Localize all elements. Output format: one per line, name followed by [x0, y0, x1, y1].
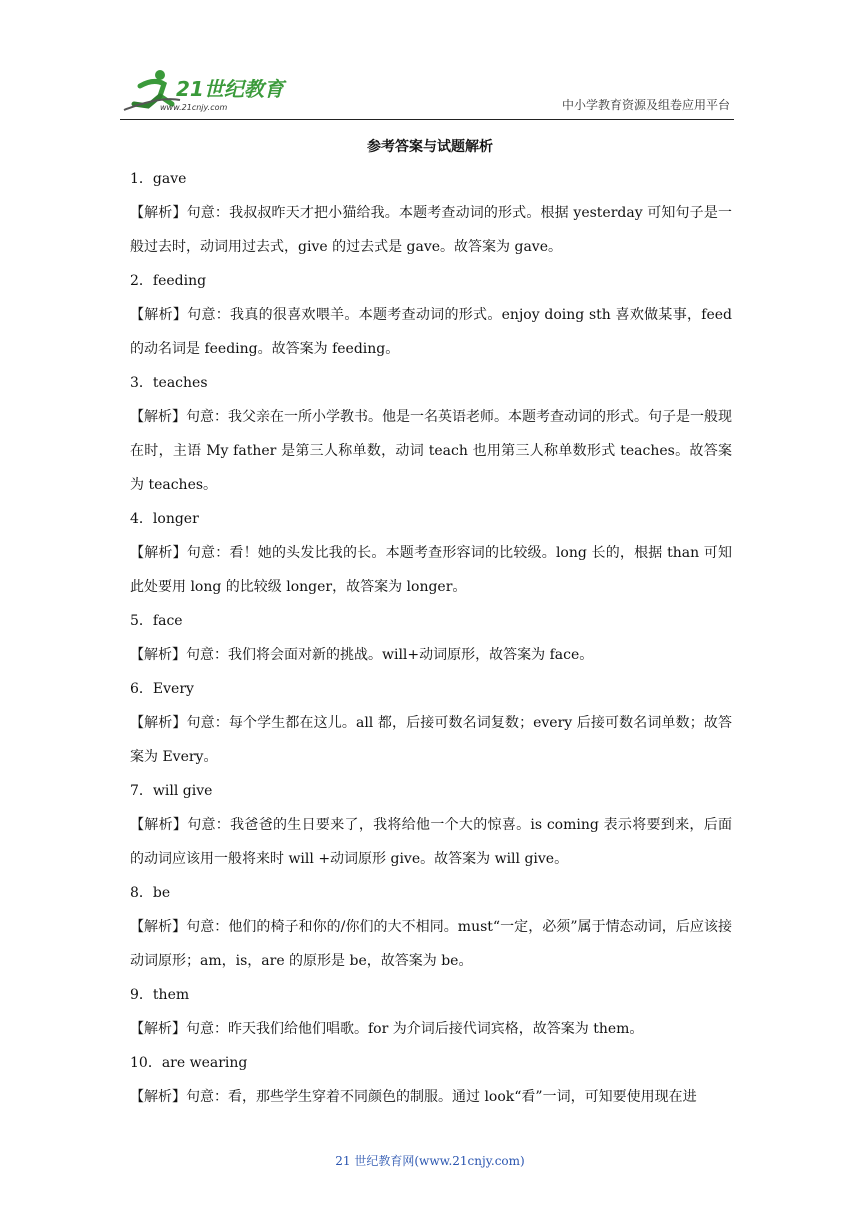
item-explanation: 【解析】句意：每个学生都在这儿。all 都，后接可数名词复数；every 后接可数名词单数；故答案为 Every。	[130, 715, 732, 765]
item-number: 9．	[130, 987, 153, 1003]
item-answer: feeding	[152, 273, 207, 289]
answer-item	[130, 774, 732, 876]
item-answer: gave	[152, 171, 187, 187]
item-number: 4．	[130, 511, 153, 527]
platform-name: 中小学教育资源及组卷应用平台	[561, 98, 730, 112]
item-explanation: 【解析】句意：我真的很喜欢喂羊。本题考查动词的形式。enjoy doing sth 喜欢做某事，feed 的动名词是 feeding。故答案为 feeding。	[130, 307, 732, 357]
item-explanation: 【解析】句意：我叔叔昨天才把小猫给我。本题考查动词的形式。根据 yesterday 可知句子是一般过去时，动词用过去式，give 的过去式是 gave。故答案为 gave。	[130, 205, 732, 255]
item-number: 6．	[130, 681, 153, 697]
header-divider	[120, 119, 734, 120]
item-number: 10．	[130, 1055, 162, 1071]
item-explanation: 【解析】句意：看！她的头发比我的长。本题考查形容词的比较级。long 长的，根据 than 可知此处要用 long 的比较级 longer，故答案为 longer。	[130, 545, 732, 595]
item-explanation: 【解析】句意：昨天我们给他们唱歌。for 为介词后接代词宾格，故答案为 them。	[130, 1021, 644, 1037]
logo-text: 21世纪教育	[176, 77, 284, 101]
item-number: 3．	[130, 375, 153, 391]
item-number: 7．	[130, 783, 153, 799]
answer-item	[130, 604, 732, 672]
item-answer: face	[152, 613, 183, 629]
item-answer: teaches	[152, 375, 208, 391]
item-explanation: 【解析】句意：我父亲在一所小学教书。他是一名英语老师。本题考查动词的形式。句子是一般现在时，主语 My father 是第三人称单数，动词 teach 也用第三人称单数形式 teaches。故答案为 teaches。	[130, 409, 732, 493]
item-explanation: 【解析】句意：我爸爸的生日要来了，我将给他一个大的惊喜。is coming 表示将要到来，后面的动词应该用一般将来时 will +动词原形 give。故答案为 will give。	[130, 817, 732, 867]
page-header	[0, 0, 860, 120]
item-answer: be	[152, 885, 171, 901]
item-explanation: 【解析】句意：我们将会面对新的挑战。will+动词原形，故答案为 face。	[130, 647, 594, 663]
answer-item	[130, 1046, 732, 1114]
item-answer: will give	[152, 783, 213, 799]
answer-item	[130, 978, 732, 1046]
answer-item	[130, 672, 732, 774]
answer-item	[130, 502, 732, 604]
answer-item	[130, 264, 732, 366]
page-title: 参考答案与试题解析	[367, 139, 493, 155]
logo-url: www.21cnjy.com	[160, 103, 228, 112]
answer-item	[130, 366, 732, 502]
answer-item	[130, 162, 732, 264]
item-explanation: 【解析】句意：他们的椅子和你的/你们的大不相同。must“一定，必须”属于情态动词，后应该接动词原形；am，is，are 的原形是 be，故答案为 be。	[130, 919, 732, 969]
item-number: 5．	[130, 613, 153, 629]
answer-item	[130, 876, 732, 978]
item-answer: are wearing	[161, 1055, 248, 1071]
answer-list	[130, 162, 732, 1114]
item-explanation: 【解析】句意：看，那些学生穿着不同颜色的制服。通过 look“看”一词，可知要使用现在进	[130, 1089, 697, 1105]
logo	[120, 66, 290, 116]
item-answer: longer	[152, 511, 199, 527]
item-number: 1．	[130, 171, 153, 187]
item-answer: Every	[152, 681, 194, 697]
item-number: 8．	[130, 885, 153, 901]
item-number: 2．	[130, 273, 153, 289]
page-footer: 21 世纪教育网(www.21cnjy.com)	[335, 1154, 525, 1168]
item-answer: them	[152, 987, 190, 1003]
